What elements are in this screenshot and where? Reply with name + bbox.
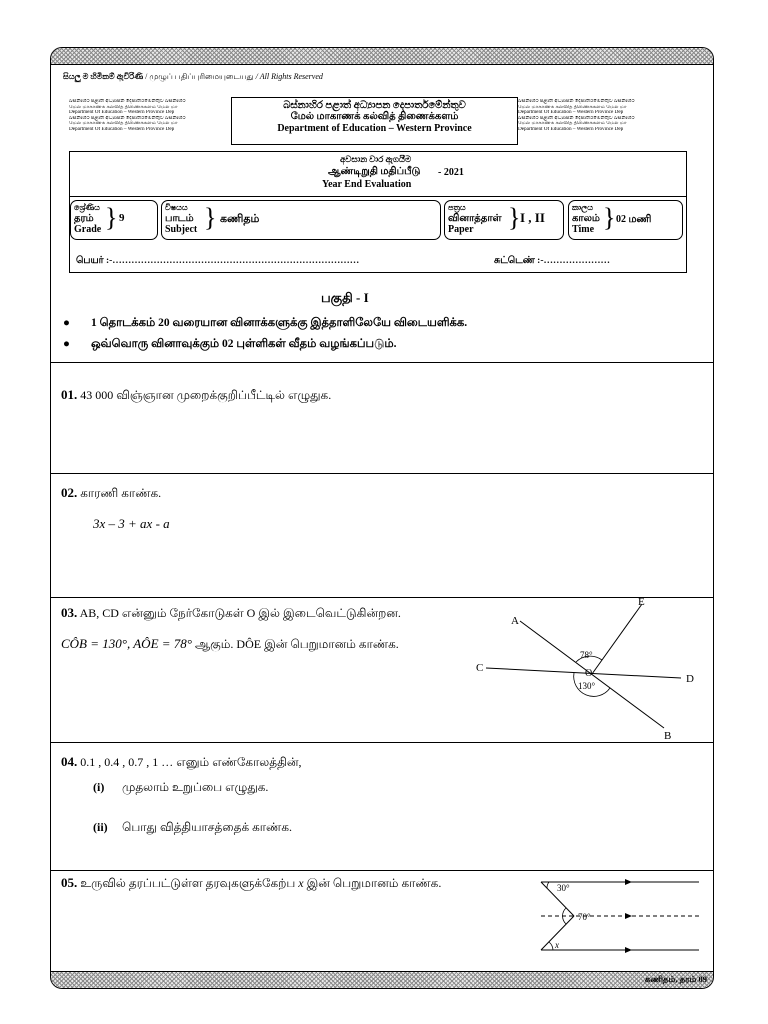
rights-english: / All Rights Reserved (255, 72, 323, 81)
paper-value: I , II (520, 210, 545, 225)
q3-given-angles (61, 636, 399, 653)
exam-title-english: Year End Evaluation (322, 179, 412, 190)
grade-value: 9 (119, 212, 125, 224)
divider-q5 (51, 870, 713, 871)
department-band (69, 97, 685, 149)
exam-title-sinhala: අවසාන වාර ඇගයීම (340, 154, 412, 164)
exam-title-area (70, 152, 686, 197)
q3-label-O: O (585, 668, 593, 679)
q4-part-i: (i) முதலாம் உறுப்பை எழுதுக. (93, 780, 269, 794)
q4-text: 0.1 , 0.4 , 0.7 , 1 … எனும் எண்கோலத்தின், (80, 755, 302, 769)
q5-angle-30: 30° (557, 883, 570, 893)
q5-text-end: இன் பெறுமானம் காண்க. (306, 876, 442, 890)
q1-text: 43 000 விஞ்ஞான முறைக்குறிப்பீட்டில் எழுதுக. (80, 388, 332, 402)
q3-text: AB, CD என்னும் நேர்கோடுகள் O இல் இடைவெட்டுகின்றன. (79, 606, 401, 620)
band-right-repeat: බස්නාහිර පළාත් අධ්‍යාපන දෙපාර්තමේන්තුව බස්නාහිර மேல் மாகாணக் கல்வித் திணைக்களம் மேல் மா Department Of Education – Western Province Dep බස්නාහිර පළාත් අධ්‍යාපන දෙපාර්තමේන්තුව බස්නාහිර மேல் மாகாணக் கல்வித் திணைக்களம் மேல் மா Department Of Education – Western Province Dep (518, 99, 635, 132)
q4-part-ii: (ii) பொது வித்தியாசத்தைக் காண்க. (93, 820, 293, 834)
paper-box: පත්‍රය வினாத்தாள் Paper } I , II (444, 200, 564, 240)
exam-title-tamil: ஆண்டிறுதி மதிப்பீடு (328, 166, 421, 177)
subject-value: கணிதம் (220, 213, 260, 225)
department-title-box (231, 97, 518, 145)
q1-number: 01. (61, 387, 78, 402)
question-2 (61, 485, 161, 502)
q3-label-D: D (686, 673, 694, 685)
top-hatched-border (51, 48, 713, 65)
q3-label-E: E (638, 596, 645, 608)
q5-number: 05. (61, 875, 78, 890)
q3-angle-values: CÔB = 130°, AÔE = 78° (61, 636, 192, 651)
q3-angle-130: 130° (578, 681, 596, 691)
q4-number: 04. (61, 754, 78, 769)
q3-intersecting-lines-diagram (476, 596, 713, 741)
rights-sinhala: සියලු ම හිමිකම් ඇවිරිණි (63, 72, 144, 81)
section-title: பகுதி - I (321, 290, 369, 305)
q2-text: காரணி காண்க. (80, 486, 162, 500)
q5-parallel-lines-diagram (529, 874, 709, 958)
question-4 (61, 754, 302, 771)
grade-box: ශ්‍රේණිය தரம் Grade } 9 (70, 200, 158, 240)
q3-question-text: ஆகும். DÔE இன் பெறுமானம் காண்க. (194, 637, 399, 651)
question-3 (61, 605, 401, 622)
question-5 (61, 875, 441, 892)
exam-year: - 2021 (438, 167, 464, 178)
dept-title-english: Department of Education – Western Province (277, 123, 472, 134)
divider-q1 (51, 362, 713, 363)
q5-variable: x (298, 876, 304, 890)
divider-q4 (51, 742, 713, 743)
index-number-field: சுட்டெண் :-………………… (494, 256, 611, 266)
rights-line (63, 72, 323, 82)
dept-title-tamil: மேல் மாகாணக் கல்வித் திணைக்களம் (290, 111, 459, 122)
time-box: කාලය காலம் Time } 02 மணி (568, 200, 683, 240)
divider-q2 (51, 473, 713, 474)
q2-number: 02. (61, 485, 78, 500)
footer-subject-grade: கணிதம், தரம் 09 (644, 974, 707, 984)
dept-title-sinhala: බස්නාහිර පළාත් අධ්‍යාපන දෙපාර්තමේන්තුව (283, 100, 466, 111)
rights-tamil: / முழுப் பதிப்புரிமையுடையது (145, 72, 254, 81)
instruction-2: ● ஒவ்வொரு வினாவுக்கும் 02 புள்ளிகள் வீதம் வழங்கப்படும். (63, 338, 397, 350)
q5-angle-70: 70° (578, 912, 591, 922)
q3-label-C: C (476, 662, 484, 674)
time-value: 02 மணி (616, 214, 652, 225)
q2-expression: 3x – 3 + ax - a (93, 516, 170, 531)
exam-header-box (69, 151, 687, 273)
q3-angle-78: 78° (580, 650, 593, 660)
question-1 (61, 387, 331, 404)
subject-box: විෂයය பாடம் Subject } கணிதம் (161, 200, 441, 240)
q3-label-B: B (664, 730, 672, 741)
band-left-repeat: බස්නාහිර පළාත් අධ්‍යාපන දෙපාර්තමේන්තුව බස්නාහිර மேல் மாகாணக் கல்வித் திணைக்களம் மேல் மா Department Of Education – Western Province Dep බස්නාහිර පළාත් අධ්‍යාපන දෙපාර්තමේන්තුව බස්නාහිර மேல் மாகாணக் கல்வித் திணைக்களம் மேல் மா Department Of Education – Western Province Dep (69, 99, 186, 132)
q3-number: 03. (61, 605, 78, 620)
instruction-1: ● 1 தொடக்கம் 20 வரையான வினாக்களுக்கு இத்தாளிலேயே விடையளிக்க. (63, 317, 468, 329)
q5-text: உருவில் தரப்பட்டுள்ள தரவுகளுக்கேற்ப (80, 876, 296, 890)
name-field: பெயர் :-…………………………………………………………………… (76, 256, 360, 266)
bottom-hatched-border (51, 971, 713, 988)
q5-angle-x: x (555, 940, 559, 950)
exam-page-frame (50, 47, 714, 989)
q3-label-A: A (511, 615, 519, 627)
